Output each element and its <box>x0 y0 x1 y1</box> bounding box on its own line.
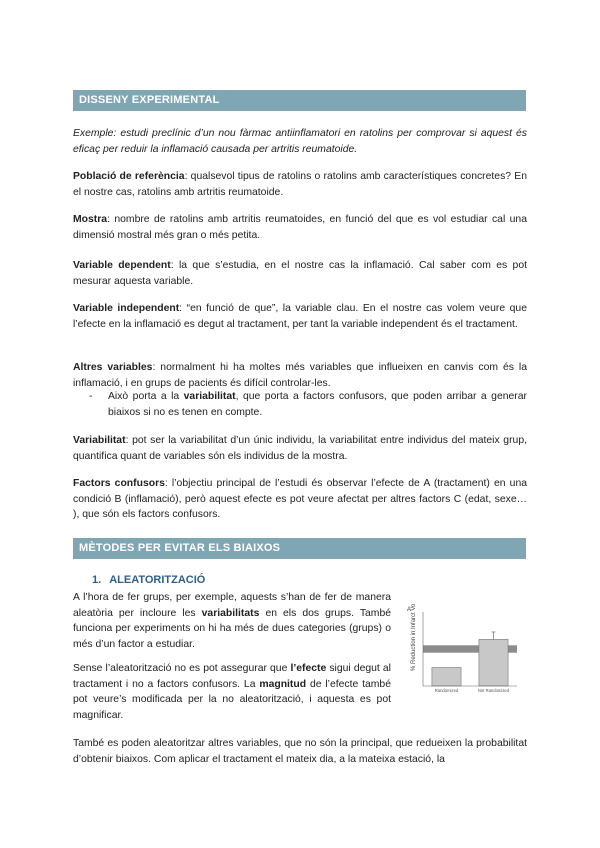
bullet-item-variabilitat <box>89 389 527 420</box>
definition-text: : qualsevol tipus de ratolins o ratolins amb característiques concretes? En el nostre cas, ratolins amb artritis reumatoide. <box>73 171 527 198</box>
definition-variabilitat <box>73 433 527 464</box>
randomization-paragraph-2 <box>73 661 391 723</box>
subsection-number: 1. <box>92 574 102 586</box>
rand-p2-bold-efecte: l’efecte <box>290 663 327 674</box>
bullet-dash: - <box>89 391 93 402</box>
definition-text: : l’objectiu principal de l’estudi és observar l’efecte de A (tractament) en una condició B (inflamació), però aquest efecte es pot veure afectat per altres factors C (edat, sexe… ), que són els factors confusors. <box>73 478 527 521</box>
chart-panel-label: A <box>407 607 412 613</box>
chart-category-label: Randomized <box>434 688 459 693</box>
subsection-heading-aleatoritzacio <box>92 574 205 586</box>
definition-text: : nombre de ratolins amb artritis reumatoides, en funció del que es vol estudiar cal una dimensió mostral més gran o més petita. <box>73 214 527 241</box>
bullet-pre: Això porta a la <box>108 391 184 402</box>
definition-variable-independent <box>73 301 527 332</box>
bullet-text <box>108 389 527 420</box>
definition-altres-variables <box>73 360 527 391</box>
chart-y-axis-label: % Reduction in Infarct Volume <box>411 604 417 671</box>
chart-svg <box>403 604 527 696</box>
definition-term: Variable independent <box>73 303 180 314</box>
definition-poblacio-referencia <box>73 169 527 200</box>
definition-term: Factors confusors <box>73 478 165 489</box>
randomization-bar-chart <box>403 604 527 696</box>
definition-term: Variable dependent <box>73 260 171 271</box>
definition-mostra <box>73 212 527 243</box>
definition-term: Població de referència <box>73 171 185 182</box>
definition-term: Variabilitat <box>73 435 126 446</box>
bullet-post: , que porta a factors confusors, que poden arribar a generar biaixos si no es tenen en compte. <box>108 391 527 418</box>
definition-factors-confusors <box>73 476 527 523</box>
section-header-disseny-experimental: DISSENY EXPERIMENTAL <box>73 90 526 111</box>
bullet-bold: variabilitat <box>183 391 236 402</box>
chart-bar <box>479 639 508 686</box>
definition-text: : “en funció de que”, la variable clau. En el nostre cas volem veure que l’efecte en la inflamació es degut al tractament, per tant la variable independent és el tractament. <box>73 303 527 330</box>
chart-bar <box>432 668 461 687</box>
definition-term: Altres variables <box>73 362 153 373</box>
chart-category-label: Not Randomized <box>477 688 510 693</box>
example-paragraph: Exemple: estudi preclínic d’un nou fàrmac antiinflamatori en ratolins per comprovar si aquest és eficaç per reduir la inflamació causada per artritis reumatoide. <box>73 128 527 155</box>
randomization-paragraph-1 <box>73 590 391 652</box>
definition-term: Mostra <box>73 214 108 225</box>
section-header-metodes-biaixos: MÈTODES PER EVITAR ELS BIAIXOS <box>73 538 526 559</box>
definition-text: : la que s’estudia, en el nostre cas la inflamació. Cal saber com es pot mesurar aquesta variable. <box>73 260 527 287</box>
definition-variable-dependent <box>73 258 527 289</box>
definition-text: : pot ser la variabilitat d’un únic individu, la variabilitat entre individus del mateix grup, quantifica quant de variables són els individus de la mostra. <box>73 435 527 462</box>
rand-p1-post: en els dos grups. També funciona per experiments on hi ha més de dues categories (grups) o més d’un factor a estudiar. <box>73 607 392 650</box>
rand-p2-a: Sense l’aleatorització no es pot assegurar que <box>73 663 291 674</box>
rand-p2-c: sigui degut al tractament i no a factors confusors. La <box>73 663 391 690</box>
rand-p1-pre: A l’hora de fer grups, per exemple, aquests s’han de fer de manera aleatòria per incloure les <box>73 592 391 619</box>
rand-p2-d: de l’efecte també pot veure’s modificada per la no aleatorització, i aquesta es pot magnificar. <box>73 678 391 721</box>
rand-p2-bold-magnitud: magnitud <box>259 678 307 690</box>
subsection-title: ALEATORITZACIÓ <box>109 574 206 586</box>
rand-p1-bold: variabilitats <box>201 607 260 619</box>
randomization-paragraph-3: També es poden aleatoritzar altres variables, que no són la principal, que redueixen la probabilitat d’obtenir biaixos. Com aplicar el tractament el mateix dia, a la mateixa estació, la <box>73 738 527 765</box>
definition-text: : normalment hi ha moltes més variables que influeixen en canvis com és la inflamació, i en grups de pacients és difícil controlar-les. <box>73 362 527 389</box>
